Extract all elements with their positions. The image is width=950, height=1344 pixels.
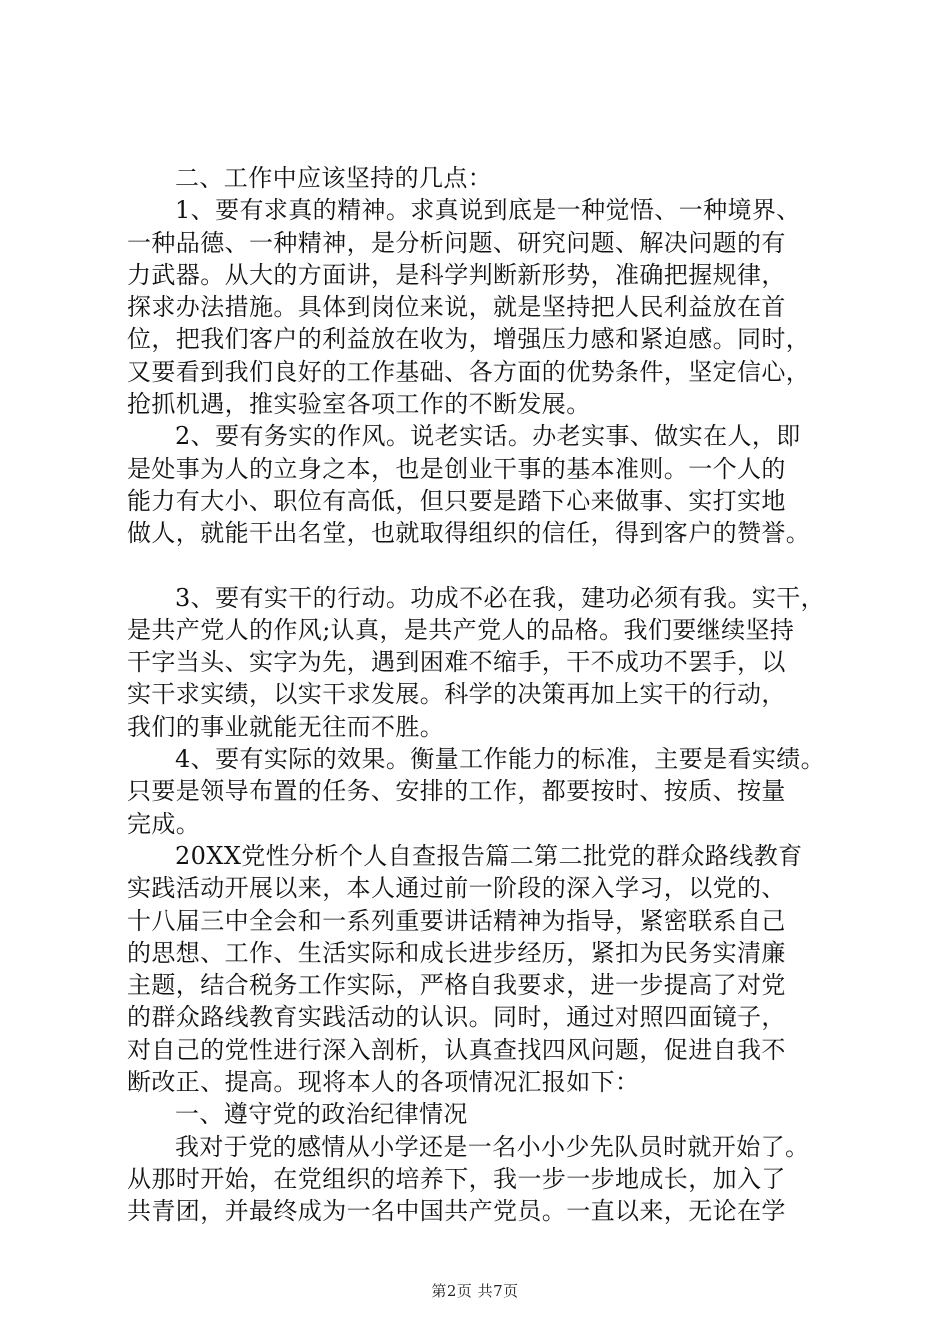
text-line: 实践活动开展以来，本人通过前一阶段的深入学习，以党的、: [127, 874, 786, 903]
text-line: 力武器。从大的方面讲，是科学判断新形势，准确把握规律，: [127, 260, 786, 289]
paragraph-subheading: [127, 1098, 847, 1130]
text-line: 位，把我们客户的利益放在收为，增强压力感和紧迫感。同时，: [127, 325, 811, 354]
paragraph-section-heading: [127, 162, 847, 194]
paragraph-party-feelings: [127, 1131, 847, 1228]
text-line: 从那时开始，在党组织的培养下，我一步一步地成长，加入了: [127, 1164, 786, 1193]
paragraph-gap: [127, 550, 847, 582]
text-line: 一、遵守党的政治纪律情况: [175, 1100, 468, 1129]
text-line: 断改正、提高。现将本人的各项情况汇报如下：: [127, 1068, 640, 1097]
text-line: 4、要有实际的效果。衡量工作能力的标准，主要是看实绩。: [175, 745, 826, 774]
text-line: 的群众路线教育实践活动的认识。同时，通过对照四面镜子，: [127, 1003, 786, 1032]
text-line: 能力有大小、职位有高低，但只要是踏下心来做事、实打实地: [127, 486, 786, 515]
text-line: 3、要有实干的行动。功成不必在我，建功必须有我。实干，: [175, 583, 826, 612]
paragraph-point-3: [127, 582, 847, 743]
text-line: 抢抓机遇，推实验室各项工作的不断发展。: [127, 390, 591, 419]
text-line: 的思想、工作、生活实际和成长进步经历，紧扣为民务实清廉: [127, 938, 786, 967]
text-line: 又要看到我们良好的工作基础、各方面的优势条件，坚定信心，: [127, 357, 811, 386]
paragraph-point-1: [127, 194, 847, 420]
text-line: 我们的事业就能无往而不胜。: [127, 712, 445, 741]
paragraph-report-intro: [127, 840, 847, 1098]
text-line: 干字当头、实字为先，遇到困难不缩手，干不成功不罢手，以: [127, 648, 786, 677]
text-line: 完成。: [127, 809, 201, 838]
text-line: 我对于党的感情从小学还是一名小小少先队员时就开始了。: [175, 1132, 810, 1161]
document-body: [127, 162, 847, 1228]
text-line: 探求办法措施。具体到岗位来说，就是坚持把人民利益放在首: [127, 293, 786, 322]
text-line: 对自己的党性进行深入剖析，认真查找四风问题，促进自我不: [127, 1035, 786, 1064]
text-line: 1、要有求真的精神。求真说到底是一种觉悟、一种境界、: [175, 196, 801, 225]
text-line: 只要是领导布置的任务、安排的工作，都要按时、按质、按量: [127, 777, 786, 806]
paragraph-point-4: [127, 743, 847, 840]
page-number: 第2页 共7页: [431, 1282, 519, 1300]
text-line: 主题，结合税务工作实际，严格自我要求，进一步提高了对党: [127, 971, 786, 1000]
text-line: 做人，就能干出名堂，也就取得组织的信任，得到客户的赞誉。: [127, 519, 811, 548]
text-line: 2、要有务实的作风。说老实话。办老实事、做实在人，即: [175, 422, 801, 451]
paragraph-point-2: [127, 420, 847, 549]
text-line: 是处事为人的立身之本，也是创业干事的基本准则。一个人的: [127, 454, 786, 483]
text-line: 一种品德、一种精神，是分析问题、研究问题、解决问题的有: [127, 228, 786, 257]
page-footer: [0, 1280, 950, 1301]
text-line: 共青团，并最终成为一名中国共产党员。一直以来，无论在学: [127, 1197, 786, 1226]
text-line: 十八届三中全会和一系列重要讲话精神为指导，紧密联系自己: [127, 906, 786, 935]
text-line: 是共产党人的作风;认真，是共产党人的品格。我们要继续坚持: [127, 615, 795, 644]
text-line: 20XX党性分析个人自查报告篇二第二批党的群众路线教育: [175, 841, 803, 870]
text-line: 实干求实绩，以实干求发展。科学的决策再加上实干的行动，: [127, 680, 786, 709]
text-line: 二、工作中应该坚持的几点：: [175, 164, 493, 192]
